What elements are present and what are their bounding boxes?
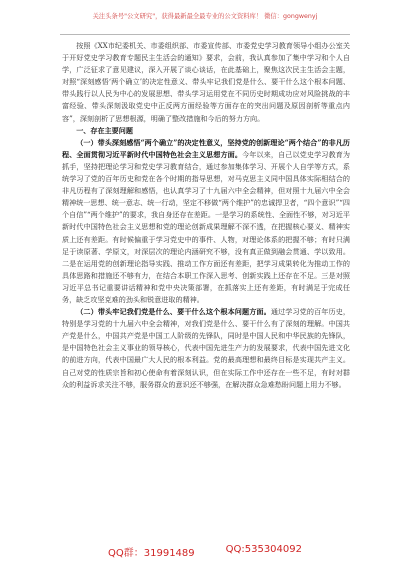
footer-qq-group: QQ群：31991489 — [108, 548, 195, 559]
subsection-2-body: 通过学习党的百年历史，特别是学习党的十九届六中全会精神，对我们党是什么、要干什么有了深刻的理解。中国共产党是什么，中国共产党是中国工人阶级的先锋队，同时是中国人民和中华民族的先锋队，是中国特色社会主义事业的领导核心，代表中国先进生产力的发展要求，代表中国先进文化的前进方向，代表中国最广大人民的根本利益。党的最高理想和最终目标是实现共产主义。自己对党的性质宗旨和初心使命有着深刻认识，但在实际工作中还存在一些不足，有时对群众的利益诉求关注不够，服务群众的意识还不够强，在解决群众急难愁盼问题上用力不够。 — [62, 307, 351, 389]
subsection-2-title: （二）带头牢记我们党是什么、要干什么这个根本问题方面。 — [76, 307, 271, 317]
subsection-1-body: 今年以来，自己以党史学习教育为抓手，坚持把理论学习和党史学习教育结合，通过参加集体学习、开展个人自学等方式，系统学习了党的百年历史和党在各个时期的指导思想，对马克思主义同中国具体实际相结合的非凡历程有了深刻理解和感悟，也认真学习了十九届六中全会精神，但对照十九届六中全会精神统一思想、统一意志、统一行动，坚定不移做“两个维护”的忠诚捍卫者，“四个意识”“四个自信”“两个维护”的要求，我自身还存在差距。一是学习的系统性、全面性不够，对习近平新时代中国特色社会主义思想和党的理论创新成果理解不深不透，在把握核心要义、精神实质上还有差距。有时候偏重于学习党史中的事件、人物，对理论体系的把握不够；有时只满足于读原著、学原文，对深层次的理论内涵研究不够，没有真正做到融会贯通、学以致用。二是在运用党的创新理论指导实践、推动工作方面还有差距，把学习成果转化为推动工作的具体思路和措施还不够有力，在结合本职工作深入思考、创新实践上还存在不足。三是对照习近平总书记重要讲话精神和党中央决策部署，在抓落实上还有差距，有时满足于完成任务，缺乏攻坚克难的劲头和锐意进取的精神。 — [62, 149, 351, 304]
intro-paragraph: 按照《XX市纪委机关、市委组织部、市委宣传部、市委党史学习教育领导小组办公室关于开好党史学习教育专题民主生活会的通知》要求，会前，我认真参加了集中学习和个人自学，广泛征求了意见建议，深入开展了谈心谈话，在此基础上，聚焦这次民主生活会主题，对照“深刻感悟‘两个确立’的决定性意义、带头牢记我们党是什么、要干什么这个根本问题、带头践行以人民为中心的发展思想、带头学习运用党在不同历史时期成功应对风险挑战的丰富经验、带头深刻汲取党史中正反两方面经验等方面存在的突出问题及原因剖析等重点内容”，深刻剖析了思想根源，明确了整改措施和今后的努力方向。 — [62, 41, 350, 123]
subsection-1-title: （一）带头深刻感悟“两个确立”的决定性意义，坚持党的创新理论“两个结合”的非凡历程、全面贯彻习近平新时代中国特色社会主义思想方面。 — [62, 137, 350, 159]
footer-qq: QQ:535304092 — [225, 544, 302, 555]
header-divider — [60, 34, 350, 35]
section-1-heading: 一、存在主要问题 — [76, 125, 133, 135]
header-banner: 关注头条号"公文研究"，获得最新最全最专业的公文资料库！ 微信：gongwenyj — [92, 13, 318, 20]
document-body — [62, 40, 350, 391]
subsection-2-paragraph — [62, 306, 350, 391]
subsection-1-paragraph — [62, 137, 350, 306]
footer-contact — [60, 544, 350, 562]
